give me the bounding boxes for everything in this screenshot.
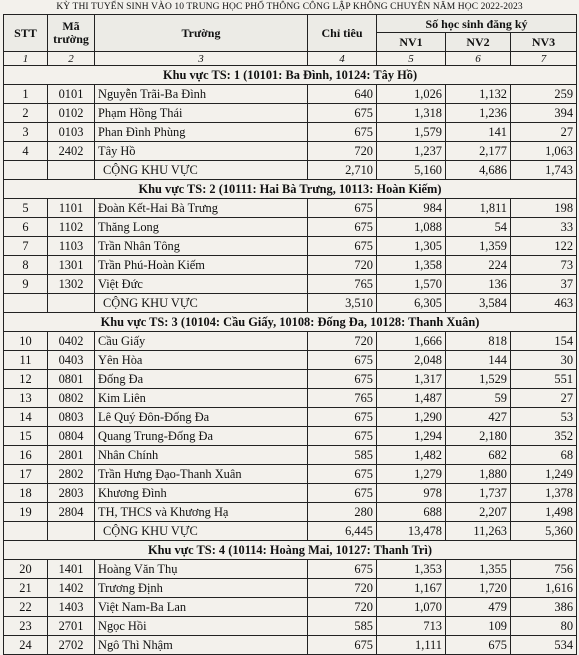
- table-row: [4, 275, 577, 294]
- table-row: [4, 351, 577, 370]
- chi-tieu-cell: 6,445: [308, 522, 377, 541]
- nv1-cell: 1,305: [377, 237, 446, 256]
- ma-truong-cell: 0804: [48, 427, 95, 446]
- chi-tieu-cell: 675: [308, 484, 377, 503]
- nv1-cell: 13,478: [377, 522, 446, 541]
- school-name-cell: Ngô Thì Nhậm: [95, 636, 308, 655]
- chi-tieu-cell: 3,510: [308, 294, 377, 313]
- chi-tieu-cell: 675: [308, 465, 377, 484]
- chi-tieu-cell: 585: [308, 446, 377, 465]
- nv2-cell: 4,686: [446, 161, 511, 180]
- nv2-cell: 675: [446, 636, 511, 655]
- table-row: [4, 446, 577, 465]
- nv2-cell: 818: [446, 332, 511, 351]
- table-row: [4, 256, 577, 275]
- ma-truong-cell: 1302: [48, 275, 95, 294]
- stt-cell: 7: [4, 237, 48, 256]
- table-row: [4, 484, 577, 503]
- school-name-cell: Kim Liên: [95, 389, 308, 408]
- stt-cell: 22: [4, 598, 48, 617]
- total-label: CỘNG KHU VỰC: [95, 522, 308, 541]
- ma-truong-cell: 0402: [48, 332, 95, 351]
- nv2-cell: 2,177: [446, 142, 511, 161]
- school-name-cell: Đoàn Kết-Hai Bà Trưng: [95, 199, 308, 218]
- region-total-row: [4, 294, 577, 313]
- stt-cell: 11: [4, 351, 48, 370]
- school-name-cell: Phạm Hồng Thái: [95, 104, 308, 123]
- nv3-cell: 352: [511, 427, 577, 446]
- nv2-cell: 1,359: [446, 237, 511, 256]
- stt-cell: 5: [4, 199, 48, 218]
- ma-truong-cell: 1103: [48, 237, 95, 256]
- nv2-cell: 1,880: [446, 465, 511, 484]
- nv1-cell: 713: [377, 617, 446, 636]
- nv1-cell: 1,111: [377, 636, 446, 655]
- stt-cell: 3: [4, 123, 48, 142]
- region-label: Khu vực TS: 2 (10111: Hai Bà Trưng, 10113: Hoàn Kiếm): [4, 180, 577, 199]
- ma-truong-cell: 0802: [48, 389, 95, 408]
- table-row: [4, 218, 577, 237]
- table-row: [4, 237, 577, 256]
- ma-truong-cell: 2804: [48, 503, 95, 522]
- table-row: [4, 104, 577, 123]
- nv1-cell: 1,318: [377, 104, 446, 123]
- total-label: CỘNG KHU VỰC: [95, 294, 308, 313]
- school-name-cell: Tây Hồ: [95, 142, 308, 161]
- nv1-cell: 1,579: [377, 123, 446, 142]
- nv3-cell: 534: [511, 636, 577, 655]
- chi-tieu-cell: 720: [308, 332, 377, 351]
- nv1-cell: 1,279: [377, 465, 446, 484]
- ma-truong-cell: 1301: [48, 256, 95, 275]
- chi-tieu-cell: 640: [308, 85, 377, 104]
- nv1-cell: 1,353: [377, 560, 446, 579]
- empty-cell: [48, 522, 95, 541]
- school-name-cell: Trương Định: [95, 579, 308, 598]
- nv1-cell: 1,666: [377, 332, 446, 351]
- region-header-row: [4, 541, 577, 560]
- nv3-cell: 33: [511, 218, 577, 237]
- empty-cell: [48, 161, 95, 180]
- nv2-cell: 1,720: [446, 579, 511, 598]
- header-nv1: NV1: [377, 33, 446, 52]
- table-row: [4, 142, 577, 161]
- table-row: [4, 560, 577, 579]
- school-name-cell: Ngọc Hồi: [95, 617, 308, 636]
- school-name-cell: Nhân Chính: [95, 446, 308, 465]
- table-row: [4, 636, 577, 655]
- nv3-cell: 122: [511, 237, 577, 256]
- nv2-cell: 11,263: [446, 522, 511, 541]
- school-name-cell: Trần Hưng Đạo-Thanh Xuân: [95, 465, 308, 484]
- column-index: 3: [95, 52, 308, 66]
- table-header: [4, 15, 577, 66]
- stt-cell: 6: [4, 218, 48, 237]
- nv3-cell: 394: [511, 104, 577, 123]
- nv3-cell: 37: [511, 275, 577, 294]
- stt-cell: 9: [4, 275, 48, 294]
- table-row: [4, 199, 577, 218]
- nv1-cell: 1,570: [377, 275, 446, 294]
- ma-truong-cell: 0101: [48, 85, 95, 104]
- ma-truong-cell: 1402: [48, 579, 95, 598]
- chi-tieu-cell: 675: [308, 370, 377, 389]
- stt-cell: 8: [4, 256, 48, 275]
- nv2-cell: 2,207: [446, 503, 511, 522]
- column-index: 6: [446, 52, 511, 66]
- school-name-cell: Quang Trung-Đống Đa: [95, 427, 308, 446]
- ma-truong-cell: 2803: [48, 484, 95, 503]
- header-ma-truong: Mã trường: [48, 15, 95, 52]
- nv2-cell: 141: [446, 123, 511, 142]
- ma-truong-cell: 0103: [48, 123, 95, 142]
- nv1-cell: 1,088: [377, 218, 446, 237]
- table-row: [4, 503, 577, 522]
- ma-truong-cell: 2402: [48, 142, 95, 161]
- school-name-cell: Hoàng Văn Thụ: [95, 560, 308, 579]
- ma-truong-cell: 1401: [48, 560, 95, 579]
- nv1-cell: 1,294: [377, 427, 446, 446]
- stt-cell: 23: [4, 617, 48, 636]
- table-row: [4, 598, 577, 617]
- nv1-cell: 978: [377, 484, 446, 503]
- nv3-cell: 27: [511, 123, 577, 142]
- nv1-cell: 2,048: [377, 351, 446, 370]
- region-total-row: [4, 522, 577, 541]
- header-stt: STT: [4, 15, 48, 52]
- chi-tieu-cell: 2,710: [308, 161, 377, 180]
- chi-tieu-cell: 675: [308, 636, 377, 655]
- stt-cell: 4: [4, 142, 48, 161]
- ma-truong-cell: 2801: [48, 446, 95, 465]
- ma-truong-cell: 0403: [48, 351, 95, 370]
- school-name-cell: Đống Đa: [95, 370, 308, 389]
- table-row: [4, 427, 577, 446]
- nv3-cell: 73: [511, 256, 577, 275]
- school-name-cell: Yên Hòa: [95, 351, 308, 370]
- stt-cell: 10: [4, 332, 48, 351]
- nv3-cell: 1,743: [511, 161, 577, 180]
- total-label: CỘNG KHU VỰC: [95, 161, 308, 180]
- nv3-cell: 551: [511, 370, 577, 389]
- table-row: [4, 579, 577, 598]
- ma-truong-cell: 1403: [48, 598, 95, 617]
- column-index: 5: [377, 52, 446, 66]
- region-label: Khu vực TS: 1 (10101: Ba Đình, 10124: Tây Hồ): [4, 66, 577, 85]
- chi-tieu-cell: 675: [308, 104, 377, 123]
- region-label: Khu vực TS: 4 (10114: Hoàng Mai, 10127: Thanh Trì): [4, 541, 577, 560]
- stt-cell: 19: [4, 503, 48, 522]
- column-index: 2: [48, 52, 95, 66]
- stt-cell: 24: [4, 636, 48, 655]
- nv2-cell: 144: [446, 351, 511, 370]
- ma-truong-cell: 2802: [48, 465, 95, 484]
- stt-cell: 2: [4, 104, 48, 123]
- header-chi-tieu: Chỉ tiêu: [308, 15, 377, 52]
- header-nv2: NV2: [446, 33, 511, 52]
- school-name-cell: Trần Nhân Tông: [95, 237, 308, 256]
- nv2-cell: 136: [446, 275, 511, 294]
- nv2-cell: 109: [446, 617, 511, 636]
- nv1-cell: 1,482: [377, 446, 446, 465]
- nv2-cell: 2,180: [446, 427, 511, 446]
- school-name-cell: Cầu Giấy: [95, 332, 308, 351]
- nv3-cell: 463: [511, 294, 577, 313]
- nv2-cell: 427: [446, 408, 511, 427]
- chi-tieu-cell: 675: [308, 351, 377, 370]
- chi-tieu-cell: 720: [308, 598, 377, 617]
- ma-truong-cell: 2701: [48, 617, 95, 636]
- enrollment-table: [3, 14, 577, 655]
- chi-tieu-cell: 280: [308, 503, 377, 522]
- region-header-row: [4, 66, 577, 85]
- empty-cell: [4, 161, 48, 180]
- chi-tieu-cell: 765: [308, 389, 377, 408]
- chi-tieu-cell: 675: [308, 218, 377, 237]
- stt-cell: 18: [4, 484, 48, 503]
- nv3-cell: 1,249: [511, 465, 577, 484]
- nv2-cell: 59: [446, 389, 511, 408]
- nv2-cell: 1,355: [446, 560, 511, 579]
- nv3-cell: 53: [511, 408, 577, 427]
- chi-tieu-cell: 765: [308, 275, 377, 294]
- chi-tieu-cell: 720: [308, 256, 377, 275]
- header-so-hoc-sinh: Số học sinh đăng ký: [377, 15, 577, 33]
- region-header-row: [4, 180, 577, 199]
- nv1-cell: 1,237: [377, 142, 446, 161]
- school-name-cell: TH, THCS và Khương Hạ: [95, 503, 308, 522]
- nv3-cell: 5,360: [511, 522, 577, 541]
- nv2-cell: 54: [446, 218, 511, 237]
- nv2-cell: 479: [446, 598, 511, 617]
- chi-tieu-cell: 675: [308, 237, 377, 256]
- table-row: [4, 332, 577, 351]
- nv1-cell: 5,160: [377, 161, 446, 180]
- ma-truong-cell: 1102: [48, 218, 95, 237]
- region-total-row: [4, 161, 577, 180]
- nv2-cell: 1,236: [446, 104, 511, 123]
- nv3-cell: 756: [511, 560, 577, 579]
- document-title: KỲ THI TUYỂN SINH VÀO 10 TRUNG HỌC PHỔ THÔNG CÔNG LẬP KHÔNG CHUYÊN NĂM HỌC 2022-2023: [56, 2, 523, 12]
- nv1-cell: 1,167: [377, 579, 446, 598]
- nv1-cell: 6,305: [377, 294, 446, 313]
- school-name-cell: Thăng Long: [95, 218, 308, 237]
- column-index-row: [4, 52, 577, 66]
- nv2-cell: 3,584: [446, 294, 511, 313]
- nv3-cell: 386: [511, 598, 577, 617]
- region-header-row: [4, 313, 577, 332]
- table-row: [4, 465, 577, 484]
- stt-cell: 1: [4, 85, 48, 104]
- nv3-cell: 30: [511, 351, 577, 370]
- stt-cell: 21: [4, 579, 48, 598]
- table-row: [4, 408, 577, 427]
- empty-cell: [4, 294, 48, 313]
- nv1-cell: 1,026: [377, 85, 446, 104]
- empty-cell: [4, 522, 48, 541]
- nv3-cell: 80: [511, 617, 577, 636]
- region-label: Khu vực TS: 3 (10104: Cầu Giấy, 10108: Đống Đa, 10128: Thanh Xuân): [4, 313, 577, 332]
- header-truong: Trường: [95, 15, 308, 52]
- stt-cell: 17: [4, 465, 48, 484]
- school-name-cell: Nguyễn Trãi-Ba Đình: [95, 85, 308, 104]
- table-body: [4, 66, 577, 655]
- table-row: [4, 389, 577, 408]
- table-row: [4, 617, 577, 636]
- chi-tieu-cell: 675: [308, 560, 377, 579]
- table-row: [4, 123, 577, 142]
- nv1-cell: 1,358: [377, 256, 446, 275]
- nv2-cell: 1,132: [446, 85, 511, 104]
- ma-truong-cell: 0803: [48, 408, 95, 427]
- stt-cell: 15: [4, 427, 48, 446]
- stt-cell: 12: [4, 370, 48, 389]
- column-index: 7: [511, 52, 577, 66]
- nv1-cell: 688: [377, 503, 446, 522]
- chi-tieu-cell: 720: [308, 142, 377, 161]
- ma-truong-cell: 2702: [48, 636, 95, 655]
- nv2-cell: 1,529: [446, 370, 511, 389]
- ma-truong-cell: 0801: [48, 370, 95, 389]
- column-index: 1: [4, 52, 48, 66]
- school-name-cell: Trần Phú-Hoàn Kiếm: [95, 256, 308, 275]
- stt-cell: 20: [4, 560, 48, 579]
- nv1-cell: 984: [377, 199, 446, 218]
- header-nv3: NV3: [511, 33, 577, 52]
- stt-cell: 14: [4, 408, 48, 427]
- nv3-cell: 68: [511, 446, 577, 465]
- chi-tieu-cell: 675: [308, 408, 377, 427]
- chi-tieu-cell: 675: [308, 199, 377, 218]
- nv3-cell: 259: [511, 85, 577, 104]
- nv1-cell: 1,487: [377, 389, 446, 408]
- empty-cell: [48, 294, 95, 313]
- nv1-cell: 1,070: [377, 598, 446, 617]
- chi-tieu-cell: 675: [308, 123, 377, 142]
- nv2-cell: 682: [446, 446, 511, 465]
- nv1-cell: 1,290: [377, 408, 446, 427]
- nv3-cell: 198: [511, 199, 577, 218]
- school-name-cell: Phan Đình Phùng: [95, 123, 308, 142]
- nv2-cell: 224: [446, 256, 511, 275]
- nv3-cell: 1,616: [511, 579, 577, 598]
- stt-cell: 13: [4, 389, 48, 408]
- stt-cell: 16: [4, 446, 48, 465]
- school-name-cell: Khương Đình: [95, 484, 308, 503]
- nv2-cell: 1,737: [446, 484, 511, 503]
- nv3-cell: 27: [511, 389, 577, 408]
- chi-tieu-cell: 720: [308, 579, 377, 598]
- ma-truong-cell: 1101: [48, 199, 95, 218]
- nv3-cell: 1,378: [511, 484, 577, 503]
- school-name-cell: Lê Quý Đôn-Đống Đa: [95, 408, 308, 427]
- nv1-cell: 1,317: [377, 370, 446, 389]
- nv2-cell: 1,811: [446, 199, 511, 218]
- school-name-cell: Việt Đức: [95, 275, 308, 294]
- column-index: 4: [308, 52, 377, 66]
- chi-tieu-cell: 675: [308, 427, 377, 446]
- school-name-cell: Việt Nam-Ba Lan: [95, 598, 308, 617]
- chi-tieu-cell: 585: [308, 617, 377, 636]
- nv3-cell: 154: [511, 332, 577, 351]
- nv3-cell: 1,063: [511, 142, 577, 161]
- ma-truong-cell: 0102: [48, 104, 95, 123]
- table-row: [4, 85, 577, 104]
- table-row: [4, 370, 577, 389]
- nv3-cell: 1,498: [511, 503, 577, 522]
